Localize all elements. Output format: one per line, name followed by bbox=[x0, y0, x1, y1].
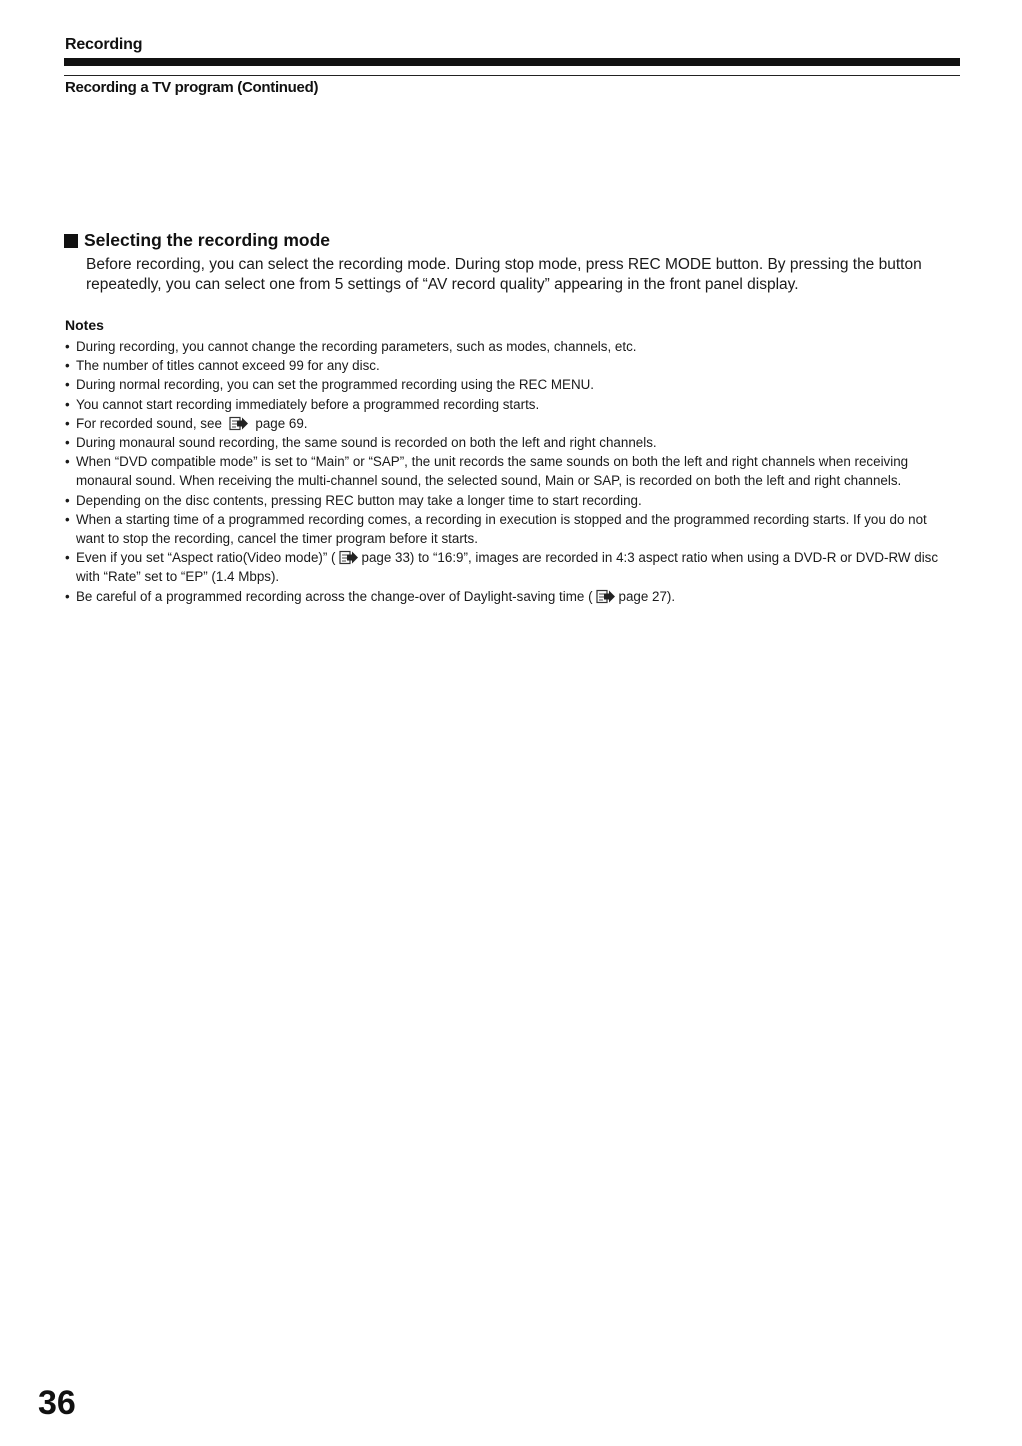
note-item bbox=[65, 587, 955, 606]
header-bar bbox=[64, 58, 960, 66]
bullet: • bbox=[65, 588, 70, 604]
note-text: During normal recording, you can set the programmed recording using the REC MENU. bbox=[76, 377, 595, 393]
bullet: • bbox=[65, 377, 70, 393]
note-text: Be careful of a programmed recording across the change-over of Daylight-saving time ( bbox=[76, 588, 593, 604]
note-item bbox=[65, 510, 955, 548]
section-heading: Selecting the recording mode bbox=[84, 230, 331, 250]
bullet: • bbox=[65, 396, 70, 412]
bullet: • bbox=[65, 454, 70, 470]
note-item bbox=[65, 414, 955, 433]
page-reference-arrow-icon bbox=[339, 550, 359, 565]
square-bullet-icon bbox=[64, 234, 78, 248]
page-reference-arrow-icon bbox=[596, 589, 616, 604]
bullet: • bbox=[65, 550, 70, 566]
note-item bbox=[65, 491, 955, 510]
note-text: You cannot start recording immediately before a programmed recording starts. bbox=[76, 396, 540, 412]
bullet: • bbox=[65, 511, 70, 527]
note-text: Depending on the disc contents, pressing REC button may take a longer time to start recording. bbox=[76, 492, 642, 508]
section-label: Recording bbox=[65, 36, 143, 53]
notes-title: Notes bbox=[65, 317, 104, 333]
note-item bbox=[65, 452, 955, 490]
note-text: For recorded sound, see bbox=[76, 415, 222, 431]
note-text: During recording, you cannot change the recording parameters, such as modes, channels, etc. bbox=[76, 339, 637, 354]
note-item bbox=[65, 375, 955, 394]
note-item bbox=[65, 395, 955, 414]
bullet: • bbox=[65, 415, 70, 431]
note-item bbox=[65, 433, 955, 452]
bullet: • bbox=[65, 339, 70, 354]
note-text: Even if you set “Aspect ratio(Video mode)” ( bbox=[76, 550, 336, 566]
bullet: • bbox=[65, 492, 70, 508]
header-rule bbox=[64, 75, 960, 76]
page-subtitle: Recording a TV program (Continued) bbox=[65, 79, 319, 96]
note-text: page 69. bbox=[255, 415, 308, 431]
page-reference-arrow-icon bbox=[229, 416, 249, 431]
note-text: During monaural sound recording, the same sound is recorded on both the left and right channels. bbox=[76, 435, 657, 451]
note-text: page 33) to “16:9”, images are recorded in 4:3 aspect ratio when using a DVD-R or DVD-RW disc with “Rate” set to “EP” (1.4 Mbps). bbox=[76, 550, 939, 585]
note-item bbox=[65, 548, 955, 586]
note-item bbox=[65, 356, 955, 375]
section-heading-row bbox=[64, 230, 330, 251]
note-text: When a starting time of a programmed recording comes, a recording in execution is stopped and the programmed recording starts. If you do not want to stop the recording, cancel the timer program before it starts. bbox=[76, 511, 927, 547]
bullet: • bbox=[65, 358, 70, 374]
note-text: When “DVD compatible mode” is set to “Main” or “SAP”, the unit records the same sounds on both the left and right channels when receiving monaural sound. When receiving the multi-channel sound, the selected sound, Main or SAP, is recorded on both the left and right channels. bbox=[76, 454, 909, 489]
bullet: • bbox=[65, 435, 70, 451]
note-text: page 27). bbox=[618, 588, 676, 604]
page-number: 36 bbox=[38, 1384, 76, 1422]
intro-paragraph: Before recording, you can select the recording mode. During stop mode, press REC MODE button. By pressing the button repeatedly, you can select one from 5 settings of “AV record quality” appearing in the front panel display. bbox=[86, 256, 922, 293]
note-text: The number of titles cannot exceed 99 for any disc. bbox=[76, 358, 380, 374]
notes-list bbox=[65, 337, 955, 606]
note-item bbox=[65, 337, 955, 356]
